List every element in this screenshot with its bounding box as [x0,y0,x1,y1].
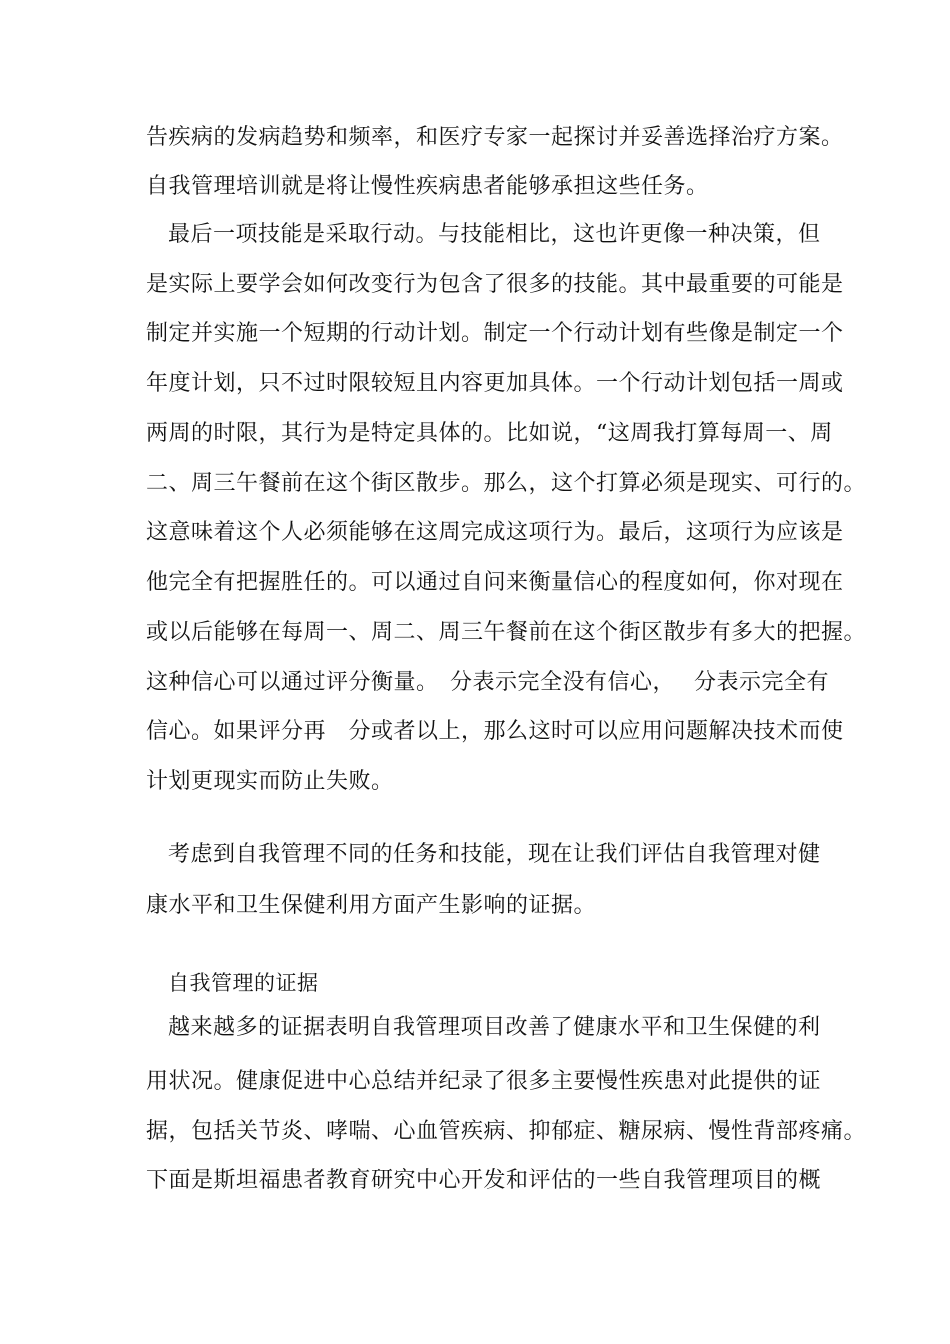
text-line: 他完全有把握胜任的。可以通过自问来衡量信心的程度如何，你对现在 [146,570,844,595]
text-line: 两周的时限，其行为是特定具体的。比如说，“这周我打算每周一、周 [146,421,833,446]
text-line: 计划更现实而防止失败。 [146,769,394,794]
text-line: 年度计划，只不过时限较短且内容更加具体。一个行动计划包括一周或 [146,371,844,396]
text-line: 这种信心可以通过评分衡量。 分表示完全没有信心， 分表示完全有 [146,670,829,695]
text-line: 是实际上要学会如何改变行为包含了很多的技能。其中最重要的可能是 [146,272,844,297]
text-line: 越来越多的证据表明自我管理项目改善了健康水平和卫生保健的利 [168,1015,821,1040]
text-line: 最后一项技能是采取行动。与技能相比，这也许更像一种决策，但 [168,222,821,247]
text-line: 或以后能够在每周一、周二、周三午餐前在这个街区散步有多大的把握。 [146,620,867,645]
text-line: 制定并实施一个短期的行动计划。制定一个行动计划有些像是制定一个 [146,321,844,346]
text-line: 自我管理培训就是将让慢性疾病患者能够承担这些任务。 [146,174,709,199]
text-line: 告疾病的发病趋势和频率，和医疗专家一起探讨并妥善选择治疗方案。 [146,125,844,150]
text-line: 这意味着这个人必须能够在这周完成这项行为。最后，这项行为应该是 [146,520,844,545]
section-heading: 自我管理的证据 [168,971,319,995]
text-line: 下面是斯坦福患者教育研究中心开发和评估的一些自我管理项目的概 [146,1168,822,1193]
text-line: 信心。如果评分再 分或者以上，那么这时可以应用问题解决技术而使 [146,719,844,744]
text-line: 康水平和卫生保健利用方面产生影响的证据。 [146,893,597,918]
text-line: 据，包括关节炎、哮喘、心血管疾病、抑郁症、糖尿病、慢性背部疼痛。 [146,1119,867,1144]
text-line: 考虑到自我管理不同的任务和技能，现在让我们评估自我管理对健 [168,842,821,867]
text-line: 二、周三午餐前在这个街区散步。那么，这个打算必须是现实、可行的。 [146,471,867,496]
text-line: 用状况。健康促进中心总结并纪录了很多主要慢性疾患对此提供的证 [146,1069,822,1094]
